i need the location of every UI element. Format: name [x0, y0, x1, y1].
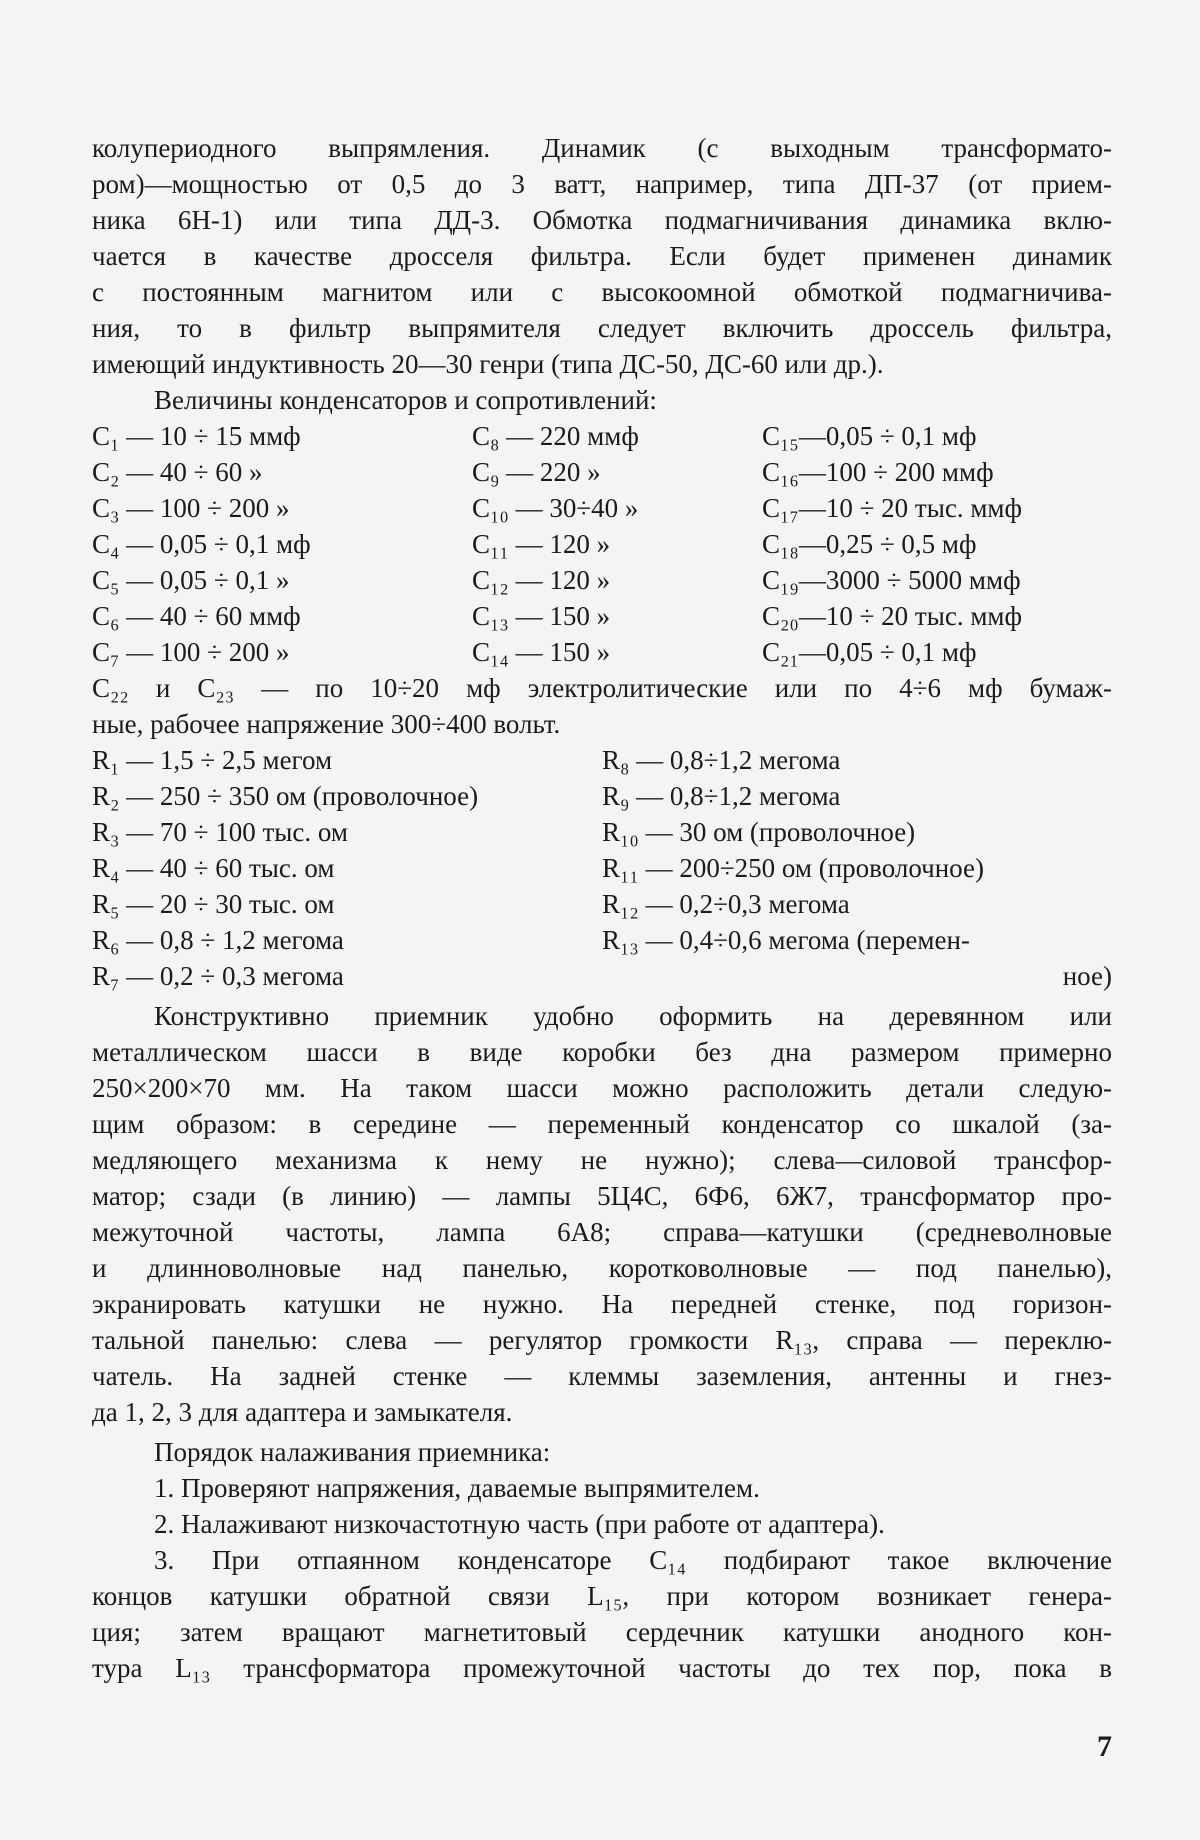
- capacitor-value: C₁₂ — 120 »: [472, 565, 611, 595]
- capacitor-value: C₉ — 220 »: [472, 457, 601, 487]
- text-line: с постоянным магнитом или с высокоомной обмоткой подмагничива-: [92, 277, 1112, 307]
- capacitor-row: [92, 598, 1112, 634]
- resistor-value: R₃ — 70 ÷ 100 тыс. ом: [92, 817, 348, 847]
- resistor-row: [92, 850, 1112, 886]
- text-line: щим образом: в середине — переменный конденсатор со шкалой (за-: [92, 1109, 1112, 1139]
- resistor-value: R₁₀ — 30 ом (проволочное): [602, 817, 916, 847]
- capacitor-value: C₇ — 100 ÷ 200 »: [92, 637, 290, 667]
- capacitor-value: C₁₆—100 ÷ 200 ммф: [762, 457, 994, 487]
- capacitor-row: [92, 634, 1112, 670]
- resistor-value: R₁₁ — 200÷250 ом (проволочное): [602, 853, 984, 883]
- text-line: и длинноволновые над панелью, коротковолновые — под панелью),: [92, 1253, 1112, 1283]
- text-line: медляющего механизма к нему не нужно); слева—силовой трансфор-: [92, 1145, 1112, 1175]
- procedure-step-2: 2. Налаживают низкочастотную часть (при работе от адаптера).: [154, 1509, 885, 1539]
- text-line: ника 6Н-1) или типа ДД-3. Обмотка подмагничивания динамика вклю-: [92, 205, 1112, 235]
- resistor-row: [92, 778, 1112, 814]
- capacitor-value: C₁ — 10 ÷ 15 ммф: [92, 421, 301, 451]
- text-line: тура L₁₃ трансформатора промежуточной частоты до тех пор, пока в: [92, 1653, 1112, 1683]
- page-text: [92, 130, 1112, 1686]
- resistor-row: [92, 958, 1112, 994]
- capacitor-value: C₁₀ — 30÷40 »: [472, 493, 639, 523]
- text-line: матор; сзади (в линию) — лампы 5Ц4С, 6Ф6, 6Ж7, трансформатор про-: [92, 1181, 1112, 1211]
- resistor-value: R₂ — 250 ÷ 350 ом (проволочное): [92, 781, 479, 811]
- values-heading: Величины конденсаторов и сопротивлений:: [154, 385, 657, 415]
- resistor-value: R₆ — 0,8 ÷ 1,2 мегома: [92, 925, 344, 955]
- text-line: 3. При отпаянном конденсаторе C₁₄ подбирают такое включение: [154, 1545, 1112, 1575]
- text-line: экранировать катушки не нужно. На передней стенке, под горизон-: [92, 1289, 1112, 1319]
- resistor-value: R₇ — 0,2 ÷ 0,3 мегома: [92, 961, 344, 991]
- text-line: чатель. На задней стенке — клеммы заземления, антенны и гнез-: [92, 1361, 1112, 1391]
- resistor-row: [92, 742, 1112, 778]
- capacitor-row: [92, 562, 1112, 598]
- capacitor-value: C₆ — 40 ÷ 60 ммф: [92, 601, 301, 631]
- text-line: ния, то в фильтр выпрямителя следует включить дроссель фильтра,: [92, 313, 1112, 343]
- text-line: колупериодного выпрямления. Динамик (с выходным трансформато-: [92, 133, 1112, 163]
- capacitor-table: [92, 418, 1112, 670]
- resistor-row: [92, 886, 1112, 922]
- text-line: тальной панелью: слева — регулятор громкости R₁₃, справа — переклю-: [92, 1325, 1112, 1355]
- capacitor-value: C₃ — 100 ÷ 200 »: [92, 493, 290, 523]
- paragraph-construction: [92, 998, 1112, 1430]
- capacitor-value: C₅ — 0,05 ÷ 0,1 »: [92, 565, 290, 595]
- text-line: концов катушки обратной связи L₁₅, при котором возникает генера-: [92, 1581, 1112, 1611]
- resistor-value: ное): [1062, 961, 1112, 991]
- procedure-step-3: [92, 1542, 1112, 1686]
- capacitor-value: C₁₄ — 150 »: [472, 637, 611, 667]
- capacitor-value: C₂₀—10 ÷ 20 тыс. ммф: [762, 601, 1022, 631]
- capacitor-value: C₁₁ — 120 »: [472, 529, 611, 559]
- resistor-value: R₁₃ — 0,4÷0,6 мегома (перемен-: [602, 925, 970, 955]
- electrolytic-note: [92, 670, 1112, 742]
- text-line: 250×200×70 мм. На таком шасси можно расположить детали следую-: [92, 1073, 1112, 1103]
- resistor-table: [92, 742, 1112, 994]
- capacitor-row: [92, 526, 1112, 562]
- procedure-heading: Порядок налаживания приемника:: [154, 1437, 551, 1467]
- page-number: 7: [1097, 1730, 1112, 1763]
- text-line: имеющий индуктивность 20—30 генри (типа ДС-50, ДС-60 или др.).: [92, 349, 884, 379]
- paragraph-loudspeaker: [92, 130, 1112, 382]
- capacitor-row: [92, 454, 1112, 490]
- capacitor-value: C₂ — 40 ÷ 60 »: [92, 457, 263, 487]
- resistor-value: R₄ — 40 ÷ 60 тыс. ом: [92, 853, 335, 883]
- capacitor-row: [92, 490, 1112, 526]
- text-line: металлическом шасси в виде коробки без дна размером примерно: [92, 1037, 1112, 1067]
- text-line: да 1, 2, 3 для адаптера и замыкателя.: [92, 1397, 513, 1427]
- capacitor-value: C₁₉—3000 ÷ 5000 ммф: [762, 565, 1021, 595]
- resistor-value: R₁ — 1,5 ÷ 2,5 мегом: [92, 745, 333, 775]
- capacitor-row: [92, 418, 1112, 454]
- capacitor-value: C₁₃ — 150 »: [472, 601, 611, 631]
- procedure-step-1: 1. Проверяют напряжения, даваемые выпрямителем.: [154, 1473, 760, 1503]
- resistor-value: R₈ — 0,8÷1,2 мегома: [602, 745, 841, 775]
- capacitor-value: C₁₈—0,25 ÷ 0,5 мф: [762, 529, 977, 559]
- text-line: чается в качестве дросселя фильтра. Если будет применен динамик: [92, 241, 1112, 271]
- resistor-value: R₉ — 0,8÷1,2 мегома: [602, 781, 841, 811]
- text-line: C₂₂ и C₂₃ — по 10÷20 мф электролитические или по 4÷6 мф бумаж-: [92, 673, 1112, 703]
- text-line: ром)—мощностью от 0,5 до 3 ватт, например, типа ДП-37 (от прием-: [92, 169, 1112, 199]
- capacitor-value: C₄ — 0,05 ÷ 0,1 мф: [92, 529, 311, 559]
- capacitor-value: C₁₅—0,05 ÷ 0,1 мф: [762, 421, 977, 451]
- capacitor-value: C₂₁—0,05 ÷ 0,1 мф: [762, 637, 977, 667]
- text-line: ция; затем вращают магнетитовый сердечник катушки анодного кон-: [92, 1617, 1112, 1647]
- resistor-row: [92, 922, 1112, 958]
- capacitor-value: C₈ — 220 ммф: [472, 421, 639, 451]
- text-line: ные, рабочее напряжение 300÷400 вольт.: [92, 709, 561, 739]
- resistor-value: R₁₂ — 0,2÷0,3 мегома: [602, 889, 850, 919]
- capacitor-value: C₁₇—10 ÷ 20 тыс. ммф: [762, 493, 1022, 523]
- resistor-row: [92, 814, 1112, 850]
- text-line: Конструктивно приемник удобно оформить на деревянном или: [154, 1001, 1112, 1031]
- resistor-value: R₅ — 20 ÷ 30 тыс. ом: [92, 889, 335, 919]
- text-line: межуточной частоты, лампа 6А8; справа—катушки (средневолновые: [92, 1217, 1112, 1247]
